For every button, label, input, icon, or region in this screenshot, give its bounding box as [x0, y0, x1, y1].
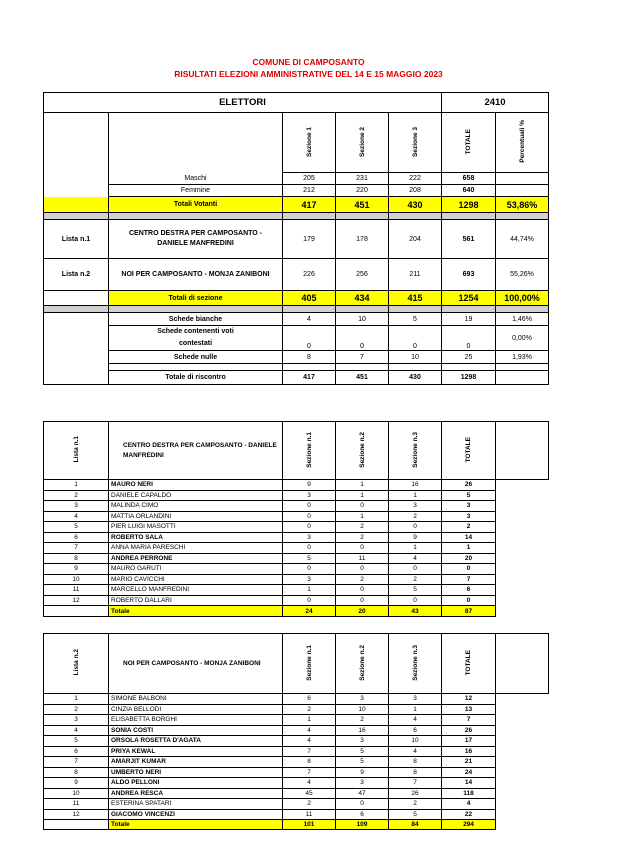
votes-sezione-1: 2 — [283, 799, 336, 810]
votes-sezione-3: 2 — [389, 511, 442, 522]
col-sezione-3: Sezione 3 — [411, 126, 419, 157]
candidate-row — [44, 725, 549, 736]
candidate-number: 10 — [44, 788, 109, 799]
lista-name-line1: CENTRO DESTRA PER CAMPOSANTO - — [128, 230, 262, 237]
lista-2-total-row — [44, 820, 549, 830]
row-schede-bianche — [44, 313, 549, 326]
row-totale-riscontro — [44, 371, 549, 385]
votes-sezione-2: 3 — [336, 778, 389, 789]
candidate-name: ROBERTO DALLARI — [109, 595, 283, 606]
col-percentuali: Percentuali % — [518, 120, 526, 163]
value: 87 — [442, 606, 496, 617]
candidate-number: 2 — [44, 704, 109, 715]
votes-sezione-2: 3 — [336, 736, 389, 747]
value: 179 — [283, 220, 336, 259]
votes-sezione-1: 0 — [283, 564, 336, 575]
votes-total: 1 — [442, 543, 496, 554]
votes-total: 17 — [442, 736, 496, 747]
candidate-number: 12 — [44, 595, 109, 606]
value: 205 — [283, 173, 336, 185]
label: Schede nulle — [109, 351, 283, 364]
votes-sezione-1: 0 — [283, 511, 336, 522]
value: 55,26% — [496, 259, 549, 291]
votes-sezione-2: 0 — [336, 501, 389, 512]
votes-sezione-3: 4 — [389, 553, 442, 564]
candidate-name: SIMONE BALBONI — [109, 694, 283, 705]
votes-sezione-1: 4 — [283, 736, 336, 747]
value: 434 — [336, 291, 389, 306]
value: 405 — [283, 291, 336, 306]
label-line1: Schede contenenti voti — [157, 328, 234, 335]
votes-sezione-3: 5 — [389, 809, 442, 820]
col-sezione-1: Sezione 1 — [305, 126, 313, 157]
value: 1298 — [442, 371, 496, 385]
votes-total: 0 — [442, 564, 496, 575]
candidate-row — [44, 746, 549, 757]
value: 10 — [336, 313, 389, 326]
elettori-value: 2410 — [442, 93, 549, 113]
row-schede-contestati — [44, 326, 549, 351]
votes-sezione-2: 0 — [336, 595, 389, 606]
votes-sezione-1: 3 — [283, 490, 336, 501]
votes-total: 4 — [442, 799, 496, 810]
candidate-name: MAURO GARUTI — [109, 564, 283, 575]
candidate-name: ORSOLA ROSETTA D'AGATA — [109, 736, 283, 747]
candidate-name: ANDREA PERRONE — [109, 553, 283, 564]
candidate-row — [44, 511, 549, 522]
votes-sezione-3: 3 — [389, 694, 442, 705]
votes-sezione-1: 1 — [283, 715, 336, 726]
value: 212 — [283, 185, 336, 197]
votes-sezione-3: 10 — [389, 736, 442, 747]
votes-sezione-3: 2 — [389, 799, 442, 810]
votes-sezione-1: 2 — [283, 704, 336, 715]
label: Totali di sezione — [109, 291, 283, 306]
candidate-name: GIACOMO VINCENZI — [109, 809, 283, 820]
lista-name-line2: DANIELE MANFREDINI — [157, 240, 234, 247]
candidate-name: MARCELLO MANFREDINI — [109, 585, 283, 596]
votes-sezione-2: 0 — [336, 585, 389, 596]
votes-total: 118 — [442, 788, 496, 799]
votes-sezione-2: 0 — [336, 564, 389, 575]
votes-sezione-2: 5 — [336, 757, 389, 768]
label: Totale di riscontro — [109, 371, 283, 385]
lista-name: NOI PER CAMPOSANTO - MONJA ZANIBONI — [109, 634, 283, 694]
candidate-row — [44, 736, 549, 747]
value: 417 — [283, 371, 336, 385]
value: 7 — [336, 351, 389, 364]
candidate-row — [44, 694, 549, 705]
votes-sezione-3: 0 — [389, 522, 442, 533]
candidate-number: 2 — [44, 490, 109, 501]
row-lista-2 — [44, 259, 549, 291]
value: 1254 — [442, 291, 496, 306]
votes-sezione-1: 0 — [283, 543, 336, 554]
candidate-name: ALDO PELLONI — [109, 778, 283, 789]
candidate-row — [44, 553, 549, 564]
total-label: Totale — [109, 606, 283, 617]
value: 208 — [389, 185, 442, 197]
value: 178 — [336, 220, 389, 259]
value: 1298 — [442, 197, 496, 213]
row-maschi — [44, 173, 549, 185]
votes-sezione-1: 3 — [283, 532, 336, 543]
lista-name: CENTRO DESTRA PER CAMPOSANTO - DANIELE MANFREDINI — [109, 422, 283, 480]
candidate-row — [44, 799, 549, 810]
value: 0 — [389, 326, 442, 351]
candidate-name: MALINDA CIMO — [109, 501, 283, 512]
candidate-row — [44, 574, 549, 585]
votes-sezione-1: 45 — [283, 788, 336, 799]
value: 204 — [389, 220, 442, 259]
col-sezione-1: Sezione n.1 — [305, 431, 313, 468]
value: 417 — [283, 197, 336, 213]
candidate-row — [44, 809, 549, 820]
votes-total: 2 — [442, 522, 496, 533]
votes-sezione-2: 0 — [336, 543, 389, 554]
value: 4 — [283, 313, 336, 326]
value: 24 — [283, 606, 336, 617]
value: 415 — [389, 291, 442, 306]
votes-sezione-1: 5 — [283, 553, 336, 564]
votes-sezione-2: 3 — [336, 694, 389, 705]
candidate-name: UMBERTO NERI — [109, 767, 283, 778]
election-title: RISULTATI ELEZIONI AMMINISTRATIVE DEL 14 E 15 MAGGIO 2023 — [174, 69, 443, 79]
votes-sezione-1: 9 — [283, 480, 336, 491]
col-totale: TOTALE — [465, 128, 472, 155]
candidate-row — [44, 778, 549, 789]
votes-total: 21 — [442, 757, 496, 768]
candidate-number: 3 — [44, 501, 109, 512]
col-sezione-1: Sezione n.1 — [305, 644, 313, 681]
value: 44,74% — [496, 220, 549, 259]
candidate-row — [44, 480, 549, 491]
candidate-name: SONIA COSTI — [109, 725, 283, 736]
col-sezione-3: Sezione n.3 — [411, 431, 419, 468]
value: 20 — [336, 606, 389, 617]
value: 220 — [336, 185, 389, 197]
value: 0 — [336, 326, 389, 351]
candidate-row — [44, 704, 549, 715]
lista-label: Lista n.2 — [72, 649, 80, 676]
candidate-number: 5 — [44, 522, 109, 533]
row-totali-sezione — [44, 291, 549, 306]
lista-id: Lista n.1 — [44, 220, 109, 259]
candidate-name: PIER LUIGI MASOTTI — [109, 522, 283, 533]
votes-sezione-2: 1 — [336, 490, 389, 501]
value: 222 — [389, 173, 442, 185]
votes-sezione-3: 5 — [389, 585, 442, 596]
votes-sezione-3: 8 — [389, 767, 442, 778]
lista-2-candidates-table — [43, 633, 549, 830]
votes-sezione-1: 7 — [283, 767, 336, 778]
lista-id: Lista n.2 — [44, 259, 109, 291]
votes-sezione-1: 0 — [283, 501, 336, 512]
votes-sezione-3: 1 — [389, 704, 442, 715]
label: Femmine — [109, 185, 283, 197]
votes-total: 22 — [442, 809, 496, 820]
votes-total: 24 — [442, 767, 496, 778]
value: 43 — [389, 606, 442, 617]
votes-sezione-1: 6 — [283, 694, 336, 705]
candidate-name: ELISABETTA BORGHI — [109, 715, 283, 726]
value: 294 — [442, 820, 496, 830]
votes-sezione-2: 16 — [336, 725, 389, 736]
votes-total: 14 — [442, 778, 496, 789]
candidate-name: ANNA MARIA PARESCHI — [109, 543, 283, 554]
value: 451 — [336, 371, 389, 385]
candidate-number: 4 — [44, 725, 109, 736]
votes-sezione-3: 1 — [389, 490, 442, 501]
votes-total: 3 — [442, 501, 496, 512]
votes-sezione-1: 7 — [283, 746, 336, 757]
col-totale: TOTALE — [465, 436, 472, 463]
value: 19 — [442, 313, 496, 326]
label: Schede bianche — [109, 313, 283, 326]
value: 0 — [442, 326, 496, 351]
candidate-row — [44, 715, 549, 726]
votes-sezione-3: 16 — [389, 480, 442, 491]
candidate-row — [44, 757, 549, 768]
candidate-number: 8 — [44, 553, 109, 564]
elettori-label: ELETTORI — [44, 93, 442, 113]
votes-total: 12 — [442, 694, 496, 705]
candidate-number: 10 — [44, 574, 109, 585]
summary-table — [43, 92, 549, 385]
label: Totali Votanti — [109, 197, 283, 213]
candidate-name: MAURO NERI — [109, 480, 283, 491]
votes-total: 14 — [442, 532, 496, 543]
candidate-row — [44, 501, 549, 512]
col-sezione-3: Sezione n.3 — [411, 644, 419, 681]
candidate-row — [44, 767, 549, 778]
votes-total: 7 — [442, 574, 496, 585]
votes-sezione-3: 0 — [389, 595, 442, 606]
candidate-name: MATTIA ORLANDINI — [109, 511, 283, 522]
value: 53,86% — [496, 197, 549, 213]
votes-sezione-2: 2 — [336, 532, 389, 543]
value: 561 — [442, 220, 496, 259]
votes-total: 5 — [442, 490, 496, 501]
votes-sezione-3: 6 — [389, 725, 442, 736]
value: 109 — [336, 820, 389, 830]
votes-sezione-2: 9 — [336, 767, 389, 778]
votes-sezione-2: 2 — [336, 715, 389, 726]
value: 0 — [283, 326, 336, 351]
value: 100,00% — [496, 291, 549, 306]
votes-sezione-1: 4 — [283, 725, 336, 736]
value: 8 — [283, 351, 336, 364]
votes-sezione-2: 5 — [336, 746, 389, 757]
candidate-number: 1 — [44, 480, 109, 491]
label: Maschi — [109, 173, 283, 185]
candidate-number: 4 — [44, 511, 109, 522]
votes-sezione-3: 3 — [389, 501, 442, 512]
value: 211 — [389, 259, 442, 291]
candidate-number: 6 — [44, 532, 109, 543]
candidate-number: 5 — [44, 736, 109, 747]
votes-sezione-1: 3 — [283, 574, 336, 585]
candidate-name: ESTERINA SPATARI — [109, 799, 283, 810]
row-schede-nulle — [44, 351, 549, 364]
value: 10 — [389, 351, 442, 364]
value: 1,46% — [496, 313, 549, 326]
candidate-number: 7 — [44, 543, 109, 554]
votes-sezione-1: 4 — [283, 778, 336, 789]
votes-sezione-3: 4 — [389, 715, 442, 726]
value: 693 — [442, 259, 496, 291]
candidate-number: 11 — [44, 799, 109, 810]
candidate-number: 11 — [44, 585, 109, 596]
value: 430 — [389, 197, 442, 213]
candidate-number: 9 — [44, 778, 109, 789]
votes-sezione-3: 9 — [389, 532, 442, 543]
votes-total: 26 — [442, 725, 496, 736]
col-sezione-2: Sezione n.2 — [358, 431, 366, 468]
value: 1,93% — [496, 351, 549, 364]
row-lista-1 — [44, 220, 549, 259]
votes-total: 6 — [442, 585, 496, 596]
candidate-name: MARIO CAVICCHI — [109, 574, 283, 585]
votes-total: 26 — [442, 480, 496, 491]
votes-sezione-2: 10 — [336, 704, 389, 715]
candidate-row — [44, 532, 549, 543]
votes-total: 20 — [442, 553, 496, 564]
candidate-name: ANDREA RESCA — [109, 788, 283, 799]
candidate-number: 3 — [44, 715, 109, 726]
votes-sezione-2: 11 — [336, 553, 389, 564]
votes-sezione-3: 0 — [389, 564, 442, 575]
candidate-number: 12 — [44, 809, 109, 820]
value: 451 — [336, 197, 389, 213]
candidate-number: 6 — [44, 746, 109, 757]
votes-sezione-3: 4 — [389, 746, 442, 757]
col-totale: TOTALE — [465, 649, 472, 676]
candidate-row — [44, 490, 549, 501]
candidate-number: 7 — [44, 757, 109, 768]
candidate-row — [44, 595, 549, 606]
candidate-row — [44, 788, 549, 799]
candidate-name: DANIELE CAPALDO — [109, 490, 283, 501]
row-femmine — [44, 185, 549, 197]
votes-total: 3 — [442, 511, 496, 522]
candidate-name: CINZIA BELLODI — [109, 704, 283, 715]
value: 84 — [389, 820, 442, 830]
value: 430 — [389, 371, 442, 385]
votes-total: 16 — [442, 746, 496, 757]
candidate-name: ROBERTO SALA — [109, 532, 283, 543]
votes-sezione-2: 6 — [336, 809, 389, 820]
votes-sezione-1: 1 — [283, 585, 336, 596]
candidate-name: PRIYA KEWAL — [109, 746, 283, 757]
value: 256 — [336, 259, 389, 291]
value: 231 — [336, 173, 389, 185]
candidate-row — [44, 564, 549, 575]
municipality-title: COMUNE DI CAMPOSANTO — [252, 57, 365, 67]
votes-sezione-3: 26 — [389, 788, 442, 799]
votes-sezione-3: 2 — [389, 574, 442, 585]
votes-sezione-1: 0 — [283, 595, 336, 606]
votes-sezione-3: 1 — [389, 543, 442, 554]
lista-1-candidates-table — [43, 421, 549, 617]
votes-sezione-1: 11 — [283, 809, 336, 820]
votes-sezione-1: 8 — [283, 757, 336, 768]
col-sezione-2: Sezione 2 — [358, 126, 366, 157]
votes-sezione-1: 0 — [283, 522, 336, 533]
votes-sezione-2: 2 — [336, 574, 389, 585]
value: 25 — [442, 351, 496, 364]
votes-sezione-2: 47 — [336, 788, 389, 799]
candidate-row — [44, 522, 549, 533]
candidate-name: AMARJIT KUMAR — [109, 757, 283, 768]
value: 658 — [442, 173, 496, 185]
votes-total: 0 — [442, 595, 496, 606]
candidate-number: 8 — [44, 767, 109, 778]
value: 5 — [389, 313, 442, 326]
row-totali-votanti — [44, 197, 549, 213]
votes-sezione-2: 2 — [336, 522, 389, 533]
candidate-number: 9 — [44, 564, 109, 575]
value: 101 — [283, 820, 336, 830]
candidate-number: 1 — [44, 694, 109, 705]
lista-1-total-row — [44, 606, 549, 617]
value: 640 — [442, 185, 496, 197]
votes-total: 7 — [442, 715, 496, 726]
candidate-row — [44, 543, 549, 554]
total-label: Totale — [109, 820, 283, 830]
votes-total: 13 — [442, 704, 496, 715]
label-line2: contestati — [178, 340, 213, 347]
votes-sezione-3: 7 — [389, 778, 442, 789]
col-sezione-2: Sezione n.2 — [358, 644, 366, 681]
votes-sezione-2: 1 — [336, 480, 389, 491]
lista-name: NOI PER CAMPOSANTO - MONJA ZANIBONI — [109, 259, 283, 291]
votes-sezione-2: 1 — [336, 511, 389, 522]
votes-sezione-2: 0 — [336, 799, 389, 810]
candidate-row — [44, 585, 549, 596]
votes-sezione-3: 8 — [389, 757, 442, 768]
lista-label: Lista n.1 — [72, 436, 80, 463]
value: 226 — [283, 259, 336, 291]
value: 0,00% — [496, 326, 549, 351]
